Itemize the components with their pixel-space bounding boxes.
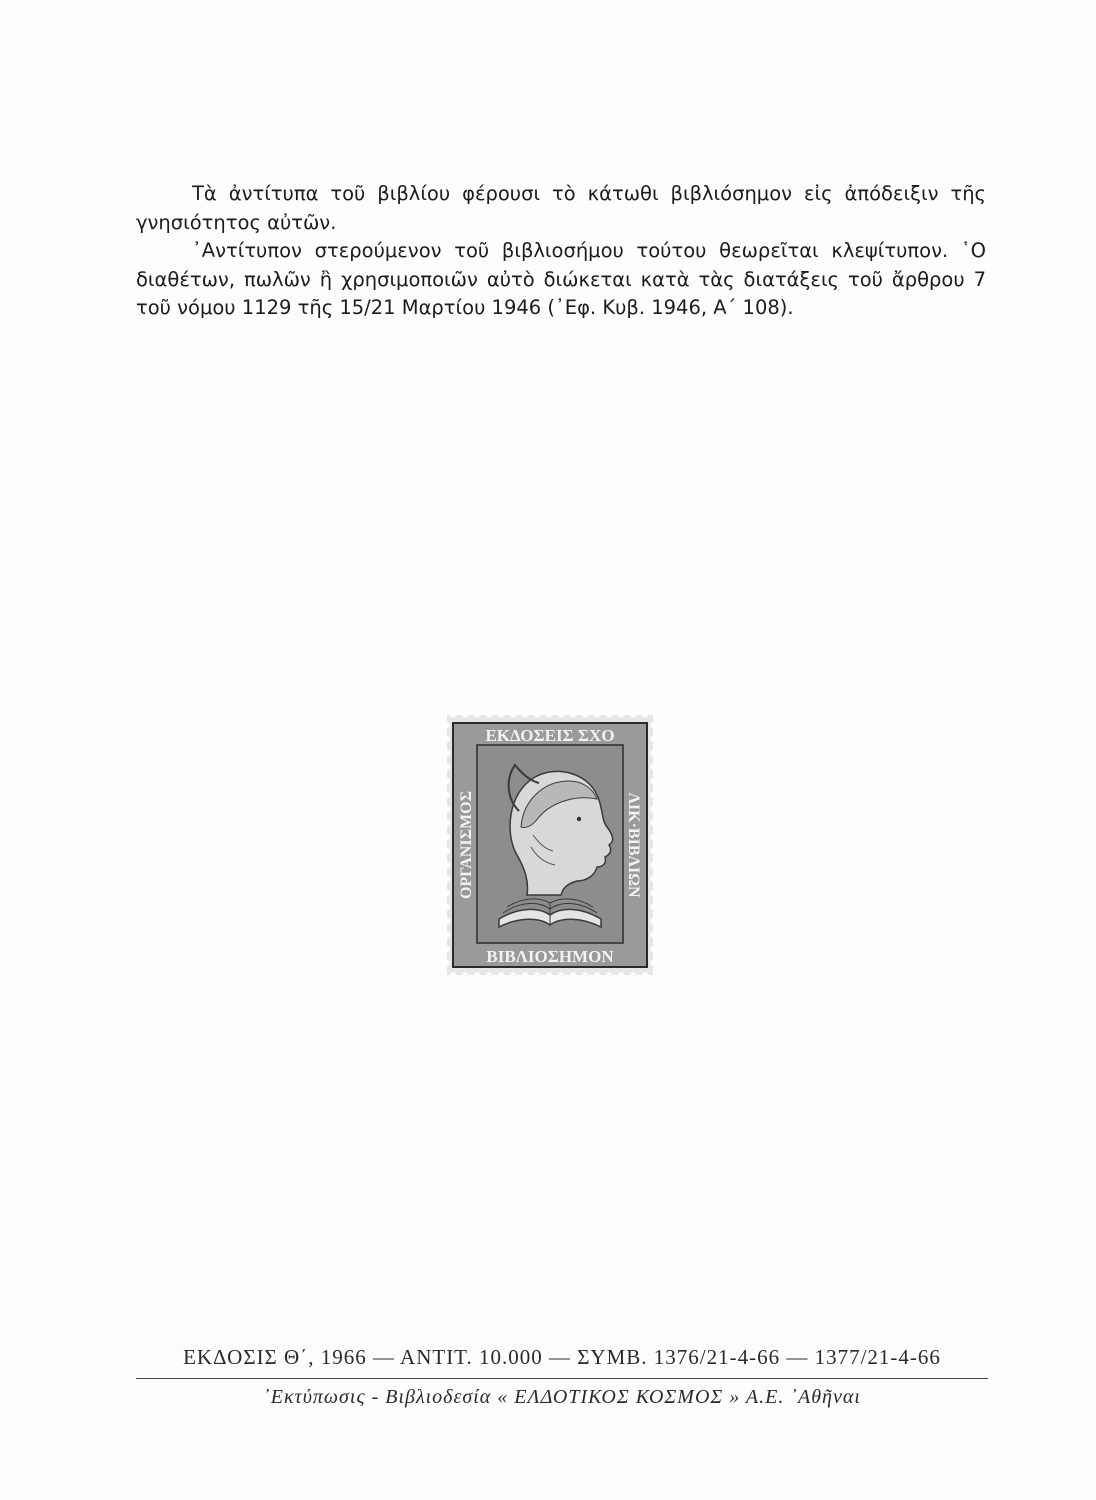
stamp-left-text: ΟΡΓΑΝΙΣΜΟΣ: [458, 790, 475, 900]
copyright-notice: [136, 180, 986, 323]
divider: [136, 1378, 988, 1379]
printer-credit: ᾿Εκτύπωσις - Βιβλιοδεσία « ΕΛΔΟΤΙΚΟΣ ΚΟΣΜΟΣ » Α.Ε. ᾿Αθῆναι: [263, 1386, 861, 1408]
notice-paragraph-1: Τὰ ἀντίτυπα τοῦ βιβλίου φέρουσι τὸ κάτωθι βιβλιόσημον εἰς ἀπόδειξιν τῆς γνησιότητος αὐτῶν.: [136, 182, 986, 234]
stamp-top-text: ΕΚΔΟΣΕΙΣ ΣΧΟ: [485, 726, 615, 745]
notice-paragraph-2: ᾿Αντίτυπον στερούμενον τοῦ βιβλιοσήμου τούτου θεωρεῖται κλεψίτυπον. ῾Ο διαθέτων, πωλῶν ἢ χρησιμοποιῶν αὐτὸ διώκεται κατὰ τὰς διατάξεις τοῦ ἄρθρου 7 τοῦ νόμου 1129 τῆς 15/21 Μαρτίου 1946 (᾿Εφ. Κυβ. 1946, Α΄ 108).: [136, 239, 986, 319]
book-stamp-image: [447, 715, 653, 975]
book-stamp: [447, 715, 653, 975]
stamp-bottom-text: ΒΙΒΛΙΟΣΗΜΟΝ: [486, 947, 614, 966]
edition-imprint: ΕΚΔΟΣΙΣ Θ΄, 1966 — ΑΝΤΙΤ. 10.000 — ΣΥΜΒ. 1376/21-4-66 — 1377/21-4-66: [183, 1345, 941, 1369]
stamp-right-text: ΛΙΚ·ΒΙΒΛΙΩΝ: [625, 792, 642, 898]
